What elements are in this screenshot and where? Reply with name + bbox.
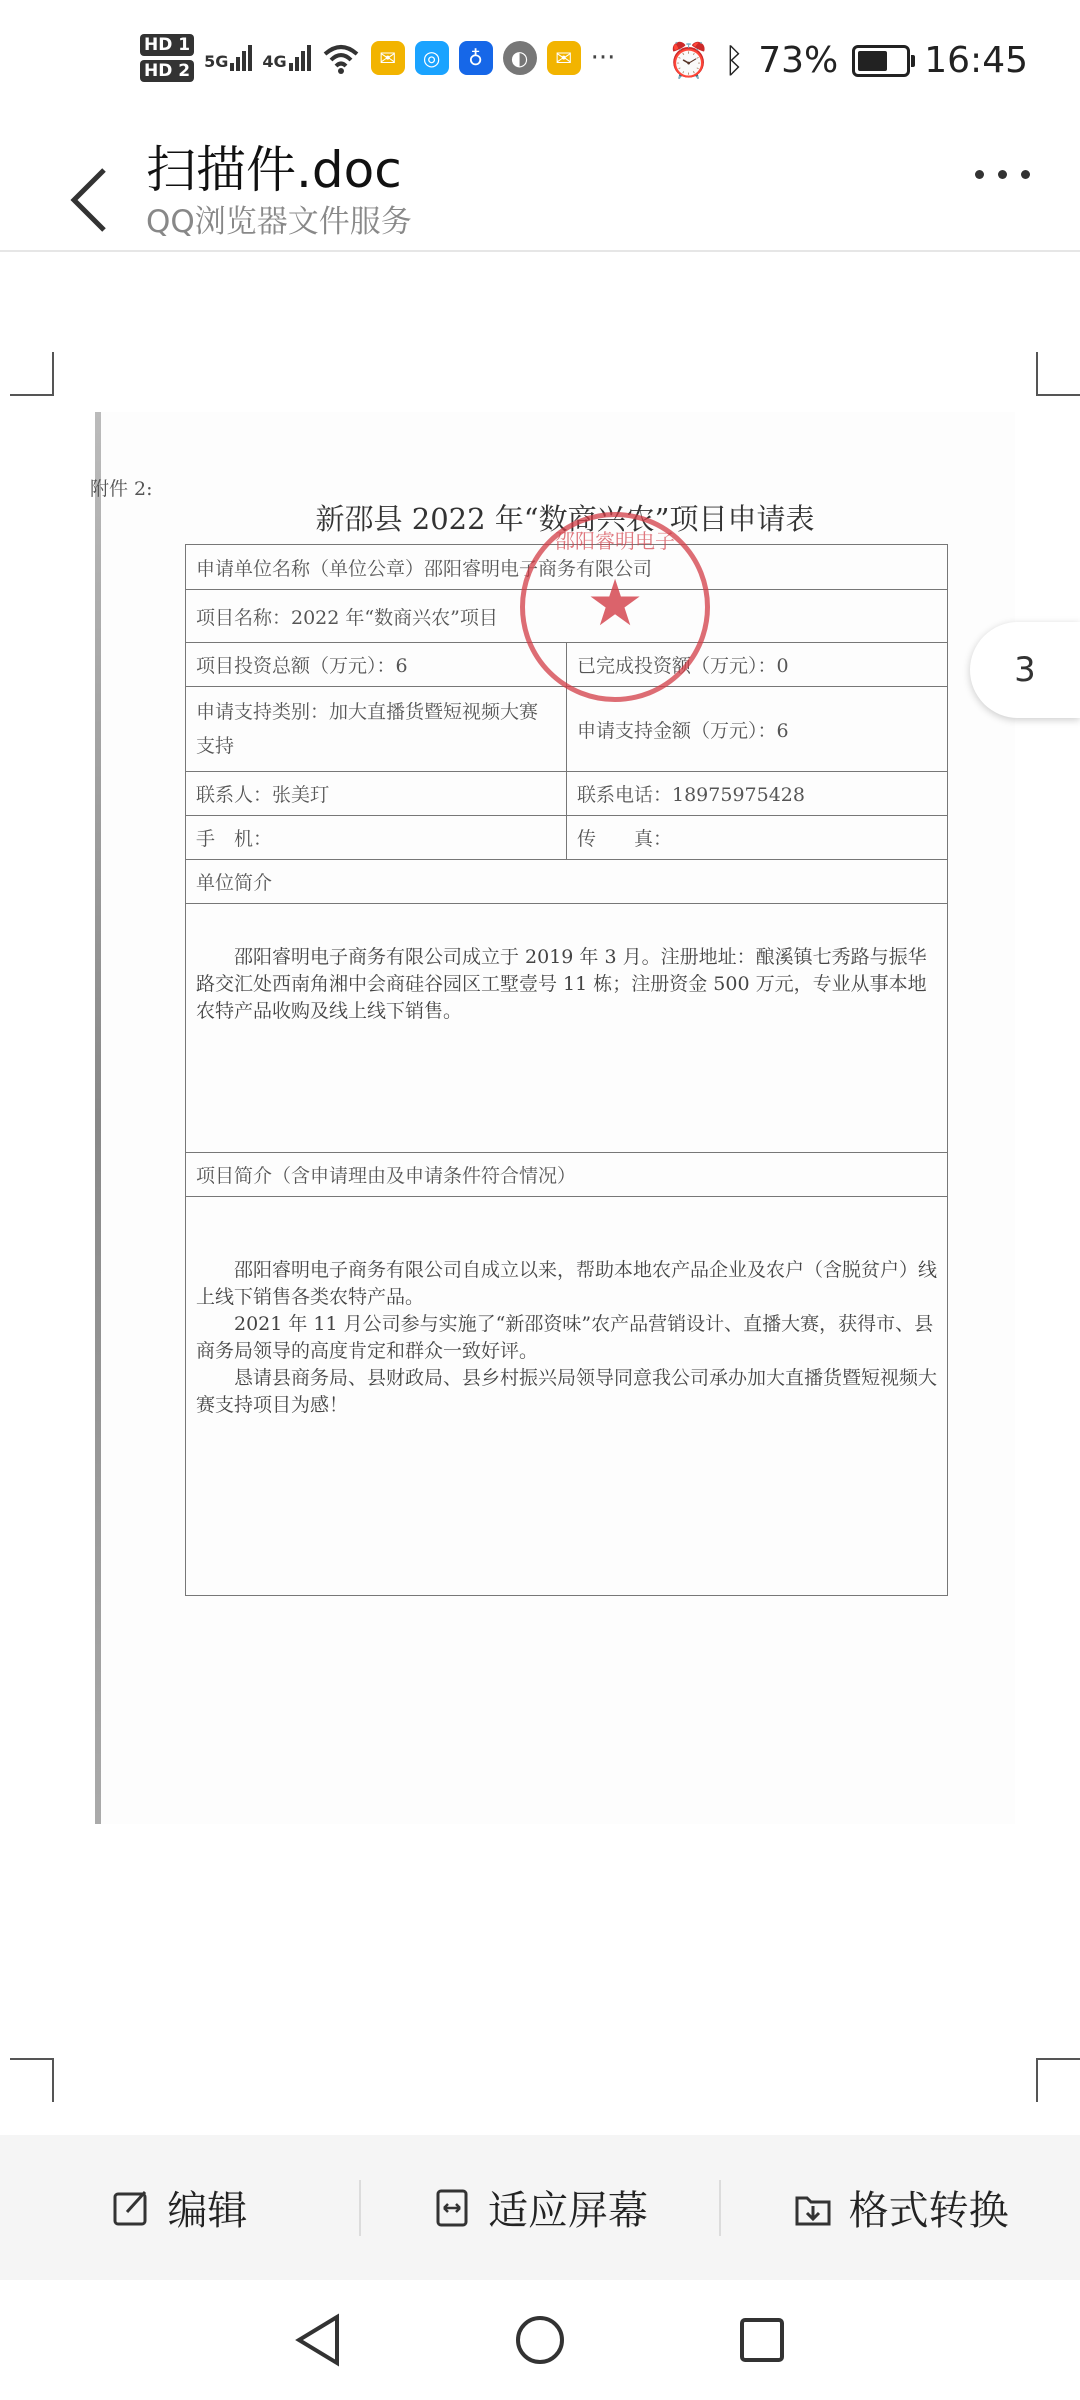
project-intro-p2: 2021 年 11 月公司参与实施了“新邵资味”农产品营销设计、直播大赛，获得市、县商务局领导的高度肯定和群众一致好评。 — [196, 1313, 934, 1362]
title-bar — [0, 120, 1080, 252]
fax-cell: 传 真： — [567, 816, 948, 860]
signal-4g-icon — [262, 45, 310, 71]
contact-cell: 联系人：张美玎 — [186, 772, 567, 816]
attachment-label: 附件 2: — [90, 478, 153, 500]
table-row — [186, 904, 948, 1153]
table-row — [186, 1197, 948, 1596]
battery-icon — [852, 45, 910, 77]
clock: 16:45 — [924, 40, 1028, 81]
net2-label: 4G — [262, 52, 287, 71]
scan-edge — [95, 412, 101, 1824]
battery-percent: 73% — [758, 40, 839, 81]
unit-intro-text: 邵阳睿明电子商务有限公司成立于 2019 年 3 月。注册地址：酿溪镇七秀路与振华路交汇处西南角湘中会商硅谷园区工墅壹号 11 栋；注册资金 500 万元，专业从事本地农特产品收购及线上线下销售。 — [196, 946, 927, 1022]
alarm-icon: ⏰ — [667, 40, 710, 81]
table-row — [186, 816, 948, 860]
net1-label: 5G — [204, 52, 229, 71]
more-notifications: ··· — [590, 43, 616, 73]
edit-label: 编辑 — [167, 2188, 248, 2234]
mail-app-icon: ✉ — [371, 41, 405, 75]
table-row — [186, 860, 948, 904]
seal-star-icon: ★ — [586, 567, 644, 641]
document-viewer[interactable] — [0, 252, 1080, 2135]
seal-text: 邵阳睿明电子 — [555, 529, 675, 553]
nav-back-icon[interactable] — [293, 2313, 343, 2367]
edit-button[interactable] — [0, 2179, 359, 2236]
completed-cell: 已完成投资额（万元）：0 — [567, 643, 948, 687]
unit-intro-label: 单位简介 — [186, 860, 948, 904]
status-bar — [0, 0, 1080, 120]
project-intro-p3: 恳请县商务局、县财政局、县乡村振兴局领导同意我公司承办加大直播货暨短视频大赛支持项目为感！ — [196, 1367, 938, 1416]
company-seal — [520, 512, 710, 702]
mobile-cell: 手 机： — [186, 816, 567, 860]
project-name-cell: 项目名称：2022 年“数商兴农”项目 — [186, 590, 948, 643]
mail2-app-icon: ✉ — [547, 41, 581, 75]
document-title: 新邵县 2022 年“数商兴农”项目申请表 — [315, 502, 815, 536]
fit-screen-label: 适应屏幕 — [488, 2188, 648, 2234]
back-arrow-icon[interactable] — [62, 142, 122, 242]
download-convert-icon — [793, 2188, 833, 2228]
bulb-app-icon: ♁ — [459, 41, 493, 75]
edit-icon — [111, 2188, 151, 2228]
bluetooth-icon: ᛒ — [723, 40, 745, 81]
support-amount-cell: 申请支持金额（万元）：6 — [567, 687, 948, 772]
crop-corner-top-left — [10, 352, 54, 396]
crop-corner-bottom-right — [1036, 2058, 1080, 2102]
system-nav-bar — [0, 2280, 1080, 2400]
more-menu-icon[interactable] — [975, 170, 1030, 179]
hd2-label: HD 2 — [140, 60, 194, 82]
nav-recents-icon[interactable] — [737, 2315, 787, 2365]
crop-corner-top-right — [1036, 352, 1080, 396]
application-form-table — [185, 544, 948, 1596]
fit-screen-button[interactable] — [361, 2179, 720, 2236]
format-convert-label: 格式转换 — [848, 2188, 1009, 2234]
file-service-subtitle: QQ浏览器文件服务 — [146, 204, 412, 240]
globe-app-icon: ◐ — [503, 41, 537, 75]
table-row — [186, 772, 948, 816]
signal-5g-icon — [204, 45, 252, 71]
fit-screen-icon — [432, 2188, 472, 2228]
search-app-icon: ◎ — [415, 41, 449, 75]
table-row — [186, 1153, 948, 1197]
crop-corner-bottom-left — [10, 2058, 54, 2102]
hd1-label: HD 1 — [140, 34, 194, 56]
nav-home-icon[interactable] — [513, 2313, 567, 2367]
project-intro-label: 项目简介（含申请理由及申请条件符合情况） — [186, 1153, 948, 1197]
file-title: 扫描件.doc — [146, 141, 402, 199]
support-type-cell: 申请支持类别：加大直播货暨短视频大赛支持 — [186, 687, 567, 772]
project-intro-p1: 邵阳睿明电子商务有限公司自成立以来，帮助本地农产品企业及农户（含脱贫户）线上线下销售各类农特产品。 — [196, 1259, 938, 1308]
table-row — [186, 687, 948, 772]
wifi-icon — [321, 42, 361, 74]
hd-indicator — [140, 34, 194, 82]
applicant-cell: 申请单位名称（单位公章）邵阳睿明电子商务有限公司 — [186, 545, 948, 590]
phone-cell: 联系电话：18975975428 — [567, 772, 948, 816]
page-number-badge[interactable]: 3 — [970, 622, 1080, 718]
format-convert-button[interactable] — [721, 2179, 1080, 2236]
bottom-toolbar — [0, 2135, 1080, 2280]
investment-cell: 项目投资总额（万元）：6 — [186, 643, 567, 687]
